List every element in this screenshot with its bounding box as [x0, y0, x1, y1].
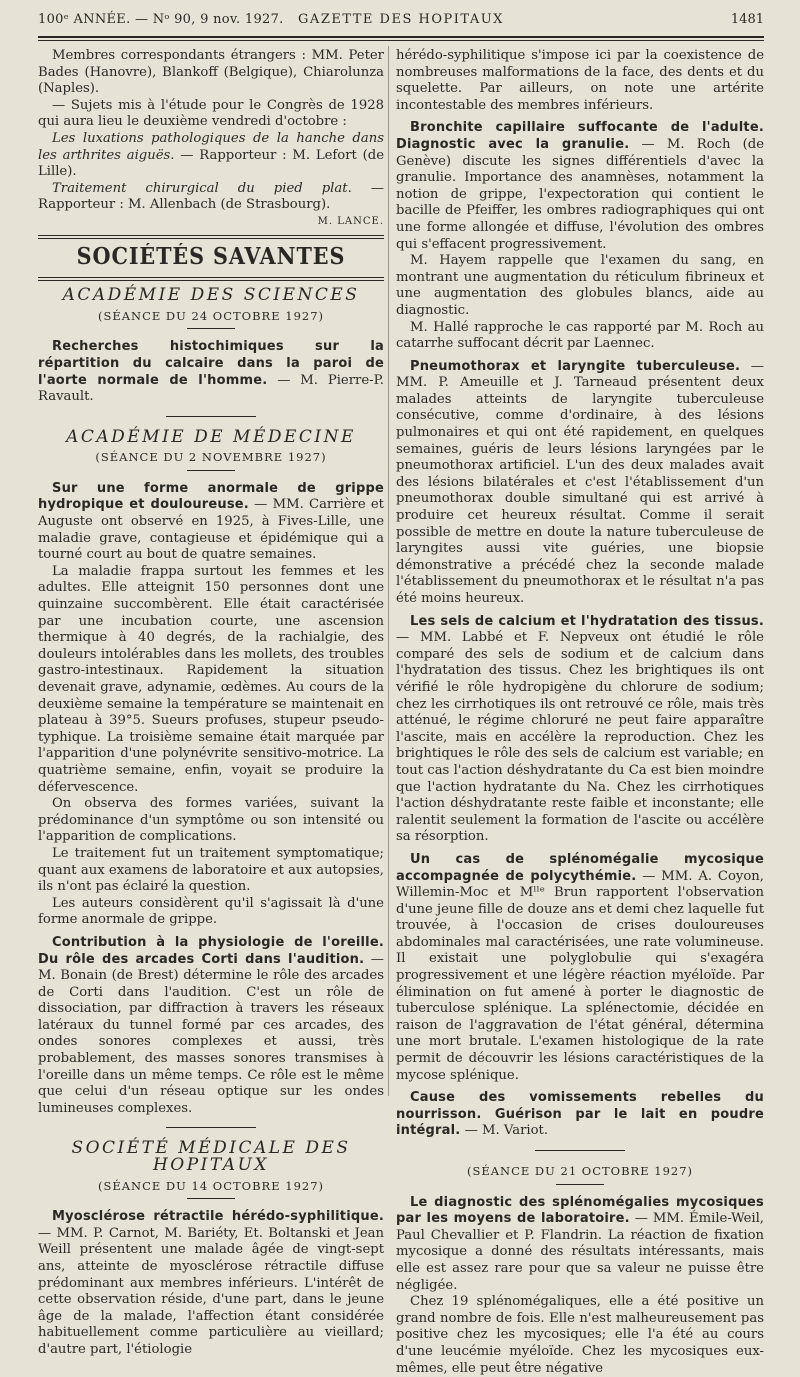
- article-title: Les sels de calcium et l'hydratation des tissus.: [410, 613, 764, 629]
- article: [38, 481, 384, 564]
- article: [396, 614, 764, 846]
- article-text: — MM. Labbé et F. Nepveux ont étudié le rôle comparé des sels de sodium et de calcium dans l'hydratation des tissus. Chez les brightiques ils ont vérifié le rôle hydropigène du chlorure de sodium; chez les cirrhotiques ils ont retrouvé ce rôle, mais très atténué, le régime chloruré ne peut faire apparaître l'ascite, mais en accélère la reproduction. Chez les brightiques le rôle des sels de calcium est variable; en tout cas l'action déshydratante du Ca est bien moindre que l'action hydratante du Na. Chez les cirrhotiques l'action déshydratante reste faible et inconstante; elle ralentit seulement la formation de l'ascite ou accélère sa résorption.: [396, 630, 764, 845]
- article: [38, 1209, 384, 1358]
- article-text: — MM. P. Carnot, M. Bariéty, Et. Boltanski et Jean Weill présentent une malade âgée de vingt-sept ans, atteinte de myosclérose rétractile diffuse prédominant aux membres inférieurs. L'intérêt de cette observation réside, d'une part, dans le jeune âge de la malade, l'affection étant considérée habituellement comme particulière au vieillard; d'autre part, l'étiologie: [38, 1225, 384, 1357]
- column-separator: [388, 46, 389, 1096]
- congress-topic: Les luxations pathologiques de la hanche dans les arthrites aiguës: [38, 130, 384, 163]
- article: [396, 852, 764, 1084]
- session-date: (SÉANCE DU 2 NOVEMBRE 1927): [95, 450, 327, 465]
- article: [396, 359, 764, 608]
- article-title: Cause des vomissements rebelles du nourrisson. Guérison par le lait en poudre intégral.: [396, 1090, 764, 1139]
- paragraph: hérédo-syphilitique s'impose ici par la coexistence de nombreuses malformations de la face, des dents et du squelette. Par ailleurs, on note une artérite incontestable des membres inférieurs.: [396, 48, 764, 113]
- paragraph: [38, 181, 384, 214]
- article-text: — M. Variot.: [460, 1123, 549, 1139]
- paragraph: La maladie frappa surtout les femmes et les adultes. Elle atteignit 150 personnes dont une quinzaine succombèrent. Elle était caractérisée par une incubation courte, une ascension thermique à 40 degrés, de la rachialgie, des douleurs intolérables dans les mollets, des troubles gastro-intestinaux. Rapidement la situation devenait grave, adynamie, œdèmes. Au cours de la deuxième semaine la température se maintenait en plateau à 39°5. Sueurs profuses, stupeur pseudo-typhique. La troisième semaine était marquée par l'apparition d'une polynévrite sensitivo-motrice. La quatrième semaine, enfin, voyait se produire la défervescence.: [38, 563, 384, 795]
- paragraph: Membres correspondants étrangers : MM. Peter Bades (Hanovre), Blankoff (Belgique), Chiarolunza (Naples).: [38, 48, 384, 97]
- header-rule: [38, 36, 764, 38]
- paragraph: M. Hayem rappelle que l'examen du sang, en montrant une augmentation du réticulum fibrineux et une augmentation des globules blancs, aide au diagnostic.: [396, 253, 764, 318]
- article: [38, 935, 384, 1118]
- divider: [38, 235, 384, 239]
- section-title: SOCIÉTÉS SAVANTES: [76, 242, 346, 270]
- divider: [38, 277, 384, 281]
- right-column: [396, 48, 764, 1377]
- article-title: Myosclérose rétractile hérédo-syphilitique.: [52, 1209, 384, 1225]
- session-date: (SÉANCE DU 21 OCTOBRE 1927): [466, 1164, 694, 1178]
- article-text: — MM. Carrière et Auguste ont observé en 1925, à Fives-Lille, une maladie grave, contagieuse et épidémique qui a tourné court au bout de quatre semaines.: [38, 497, 384, 563]
- article-title: Bronchite capillaire suffocante de l'adulte. Diagnostic avec la granulie.: [396, 120, 764, 152]
- session-date: (SÉANCE DU 14 OCTOBRE 1927): [97, 1178, 325, 1193]
- society-heading: ACADÉMIE DES SCIENCES: [62, 285, 360, 306]
- divider: [166, 416, 256, 417]
- left-column: [38, 48, 384, 1359]
- paragraph: [38, 131, 384, 181]
- article: [38, 339, 384, 405]
- header-rule-thin: [38, 40, 764, 41]
- rapporteur: . — Rapporteur : M. Lefort (de Lille).: [38, 147, 384, 180]
- article-text: — MM. Émile-Weil, Paul Chevallier et P. Flandrin. La réaction de fixation mycosique a donné des résultats intéressants, mais elle est assez rare pour que sa valeur ne puisse être négligée.: [396, 1211, 764, 1293]
- article-text: — MM. P. Ameuille et J. Tarneaud présentent deux malades atteints de laryngite tuberculeuse consécutive, comme d'ordinaire, à des lésions pulmonaires et qui ont été rapidement, en quelques semaines, guéris de leurs lésions laryngées par le pneumothorax artificiel. L'un des deux malades avait des lésions bilatérales et c'est l'établissement d'un pneumothorax double simultané qui est arrivé à produire cet heureux résultat. Comme il serait possible de mettre en doute la nature tuberculeuse de laryngites aussi vite guéries, une biopsie démonstrative a précédé chez la seconde malade l'établissement du pneumothorax et le résultat n'a pas été moins heureux.: [396, 358, 764, 606]
- divider: [187, 328, 235, 329]
- paragraph: M. Hallé rapproche le cas rapporté par M. Roch au catarrhe suffocant décrit par Laennec.: [396, 319, 764, 352]
- article-title: Contribution à la physiologie de l'oreille. Du rôle des arcades Corti dans l'audition.: [38, 934, 384, 967]
- article-title: Un cas de splénomégalie mycosique accompagnée de polycythémie.: [396, 851, 764, 884]
- article-text: — M. Bonain (de Brest) détermine le rôle des arcades de Corti dans l'audition. C'est un rôle de dissociation, par diffraction à travers les réseaux latéraux du tunnel formé par ces arcades, des ondes sonores complexes et aussi, très probablement, des masses sonores transmises à l'oreille dans un même temps. Ce rôle est le même que celui d'un réseau optique sur les ondes lumineuses complexes.: [38, 951, 384, 1116]
- article-title: Le diagnostic des splénomégalies mycosiques par les moyens de laboratoire.: [396, 1194, 764, 1227]
- article-title: Pneumothorax et laryngite tuberculeuse.: [410, 358, 741, 374]
- article: [396, 120, 764, 253]
- paragraph: Les auteurs considèrent qu'il s'agissait là d'une forme anormale de grippe.: [38, 895, 384, 928]
- article-text: — M. Roch (de Genève) discute les signes différentiels d'avec la granulie. Importance des anamnèses, notamment la notion de grippe, l'expectoration qui contient le bacille de Pfeiffer, les ombres radiographiques qui ont une forme allongée et diffuse, l'évolution des ombres qui s'effacent progressivement.: [396, 136, 764, 252]
- congress-topic: Traitement chirurgical du pied plat: [52, 180, 348, 196]
- divider: [166, 1127, 256, 1128]
- society-heading: SOCIÉTÉ MÉDICALE DES HOPITAUX: [71, 1138, 351, 1176]
- divider: [556, 1184, 604, 1185]
- paragraph: — Sujets mis à l'étude pour le Congrès de 1928 qui aura lieu le deuxième vendredi d'octobre :: [38, 97, 384, 130]
- society-heading: ACADÉMIE DE MÉDECINE: [66, 426, 356, 447]
- session-date: (SÉANCE DU 24 OCTOBRE 1927): [97, 308, 325, 323]
- divider: [535, 1150, 625, 1151]
- article: [396, 1090, 764, 1140]
- paragraph: Le traitement fut un traitement symptomatique; quant aux examens de laboratoire et aux autopsies, ils n'ont pas éclairé la question.: [38, 845, 384, 895]
- issue-info: 100ᵉ ANNÉE. — Nᵒ 90, 9 nov. 1927.: [38, 12, 284, 27]
- paragraph: On observa des formes variées, suivant la prédominance d'un symptôme ou son intensité ou l'apparition de complications.: [38, 796, 384, 845]
- divider: [187, 1198, 235, 1199]
- article-text: — MM. A. Coyon, Willemin-Moc et Mˡˡᵉ Brun rapportent l'observation d'une jeune fille de douze ans et demi chez laquelle fut trouvée, à l'occasion de crises douloureuses abdominales mal caractérisées, une rate volumineuse. Il existait une polyglobulie qui s'exagéra progressivement et une légère réaction myéloïde. Par élimination on fut amené à porter le diagnostic de tuberculose splénique. La splénectomie, décidée en raison de l'aggravation de l'état général, détermina une mort brutale. L'examen histologique de la rate permit de découvrir les lésions caractéristiques de la mycose splénique.: [396, 868, 764, 1083]
- article-title: Sur une forme anormale de grippe hydropique et douloureuse.: [38, 480, 384, 513]
- author-signature: M. LANCE.: [317, 215, 384, 227]
- divider: [187, 470, 235, 471]
- rapporteur: . — Rapporteur : M. Allenbach (de Strasbourg).: [38, 180, 385, 213]
- paragraph: Chez 19 splénomégaliques, elle a été positive un grand nombre de fois. Elle n'est malheureusement pas positive chez les mycosiques; elle l'a été au cours d'une leucémie myéloïde. Chez les mycosiques eux-mêmes, elle peut être négative: [396, 1294, 764, 1376]
- article: [396, 1195, 764, 1295]
- journal-title: GAZETTE DES HOPITAUX: [298, 12, 504, 27]
- page-number: 1481: [730, 12, 764, 27]
- article-text: — M. Pierre-P. Ravault.: [38, 372, 384, 405]
- article-title: Recherches histochimiques sur la répartition du calcaire dans la paroi de l'aorte normale de l'homme.: [38, 339, 384, 388]
- page-header: [38, 10, 764, 32]
